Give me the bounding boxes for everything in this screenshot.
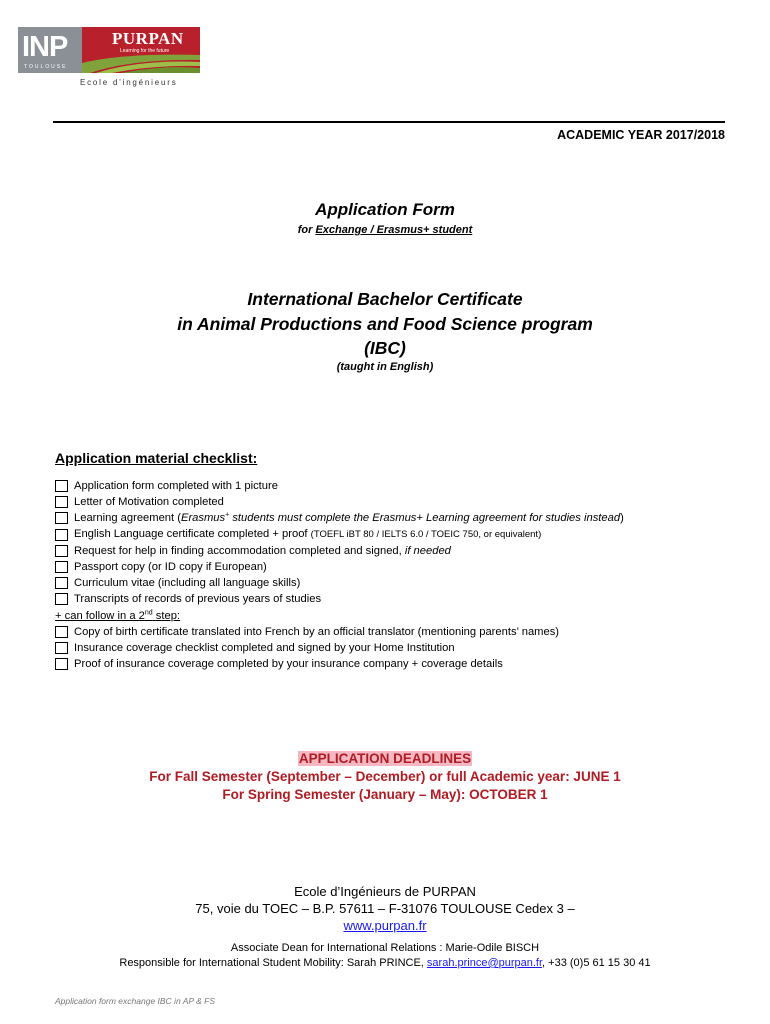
program-language-note: (taught in English)	[336, 361, 434, 373]
program-acronym: (IBC)	[364, 338, 406, 358]
page-footer: Application form exchange IBC in AP & FS	[55, 996, 216, 1006]
checklist-item	[55, 527, 745, 543]
checklist-item	[55, 656, 745, 672]
label-italic-part: Erasmus	[180, 512, 226, 525]
checklist	[55, 478, 745, 672]
school-name: Ecole d’Ingénieurs de PURPAN	[294, 884, 476, 899]
purpan-logo-tagline: Learning for the future	[120, 48, 170, 54]
contact-phone: , +33 (0)5 61 15 30 41	[542, 957, 651, 969]
inp-logo-text: INP	[22, 31, 68, 63]
checklist-item	[55, 640, 745, 656]
program-title-line-1: International Bachelor Certificate	[247, 289, 523, 309]
checkbox[interactable]	[55, 658, 68, 670]
checklist-item-label	[74, 526, 541, 543]
program-title-line-2: in Animal Productions and Food Science program	[177, 314, 593, 334]
label-part: )	[620, 512, 624, 525]
label-small-part: (TOEFL iBT 80 / IELTS 6.0 / TOEIC 750, or equivalent)	[310, 529, 542, 541]
checklist-item	[55, 624, 745, 640]
purpan-logo-block	[82, 27, 200, 73]
label-italic-part: students must complete the Erasmus+ Learning agreement for studies instead	[229, 512, 621, 525]
checklist-item-label	[74, 543, 451, 559]
application-deadlines	[0, 750, 770, 804]
inp-logo-subtext: TOULOUSE	[24, 64, 68, 70]
subtitle-prefix: for	[297, 224, 316, 236]
checkbox[interactable]	[55, 642, 68, 654]
contact-name: Responsible for International Student Mobility: Sarah PRINCE,	[119, 957, 427, 969]
note-superscript: nd	[144, 608, 153, 616]
checkbox[interactable]	[55, 529, 68, 541]
checkbox[interactable]	[55, 626, 68, 638]
second-step-note	[55, 608, 745, 624]
note-part: step:	[152, 609, 181, 622]
note-part: + can follow in a 2	[55, 609, 145, 622]
header-divider	[53, 121, 725, 123]
field-stripes-icon	[82, 51, 200, 73]
checklist-item-label: Transcripts of records of previous years of studies	[74, 593, 322, 606]
checkbox[interactable]	[55, 577, 68, 589]
checklist-item-label: Copy of birth certificate translated into French by an official translator (mentioning parents’ names)	[74, 625, 560, 638]
mobility-contact	[0, 956, 770, 971]
checklist-item	[55, 591, 745, 607]
subtitle-student-type: Exchange / Erasmus+ student	[315, 224, 473, 236]
label-part: Learning agreement (	[74, 512, 181, 525]
fall-deadline: For Fall Semester (September – December) or full Academic year: JUNE 1	[149, 769, 621, 784]
contact-block	[0, 883, 770, 971]
website-link[interactable]: www.purpan.fr	[343, 918, 427, 933]
spring-deadline: For Spring Semester (January – May): OCTOBER 1	[222, 787, 548, 802]
label-part: Request for help in finding accommodation completed and signed,	[74, 544, 405, 557]
checklist-item-label: Proof of insurance coverage completed by your insurance company + coverage details	[74, 658, 503, 671]
label-part: English Language certificate completed + proof	[74, 528, 311, 541]
checklist-item	[55, 478, 745, 494]
label-superscript: +	[225, 511, 230, 519]
email-link[interactable]: sarah.prince@purpan.fr	[426, 957, 543, 969]
document-title: Application Form	[315, 200, 455, 219]
checklist-item	[55, 543, 745, 559]
label-italic-part: if needed	[404, 544, 451, 557]
checklist-item	[55, 575, 745, 591]
checklist-item-label: Passport copy (or ID copy if European)	[74, 560, 267, 573]
checklist-heading: Application material checklist:	[55, 450, 258, 466]
checklist-item-label	[74, 510, 624, 526]
checkbox[interactable]	[55, 593, 68, 605]
checklist-item-label: Application form completed with 1 picture	[74, 480, 278, 492]
checklist-item-label: Curriculum vitae (including all language skills)	[74, 577, 301, 590]
academic-year: ACADEMIC YEAR 2017/2018	[557, 128, 725, 142]
checkbox[interactable]	[55, 561, 68, 573]
school-address: 75, voie du TOEC – B.P. 57611 – F-31076 TOULOUSE Cedex 3 –	[195, 901, 575, 916]
document-subtitle	[0, 224, 770, 236]
associate-dean: Associate Dean for International Relations : Marie-Odile BISCH	[230, 942, 540, 954]
checkbox[interactable]	[55, 512, 68, 524]
checklist-item-label: Insurance coverage checklist completed and signed by your Home Institution	[74, 641, 455, 654]
checklist-item-label: Letter of Motivation completed	[74, 496, 224, 509]
checklist-item	[55, 559, 745, 575]
school-logo	[18, 27, 208, 91]
deadlines-title: APPLICATION DEADLINES	[298, 751, 472, 766]
purpan-logo-text: PURPAN	[112, 29, 184, 48]
checkbox[interactable]	[55, 480, 68, 492]
logo-subtitle: Ecole d'ingénieurs	[80, 78, 178, 87]
checklist-item	[55, 510, 745, 526]
checkbox[interactable]	[55, 545, 68, 557]
checklist-item	[55, 494, 745, 510]
checkbox[interactable]	[55, 496, 68, 508]
